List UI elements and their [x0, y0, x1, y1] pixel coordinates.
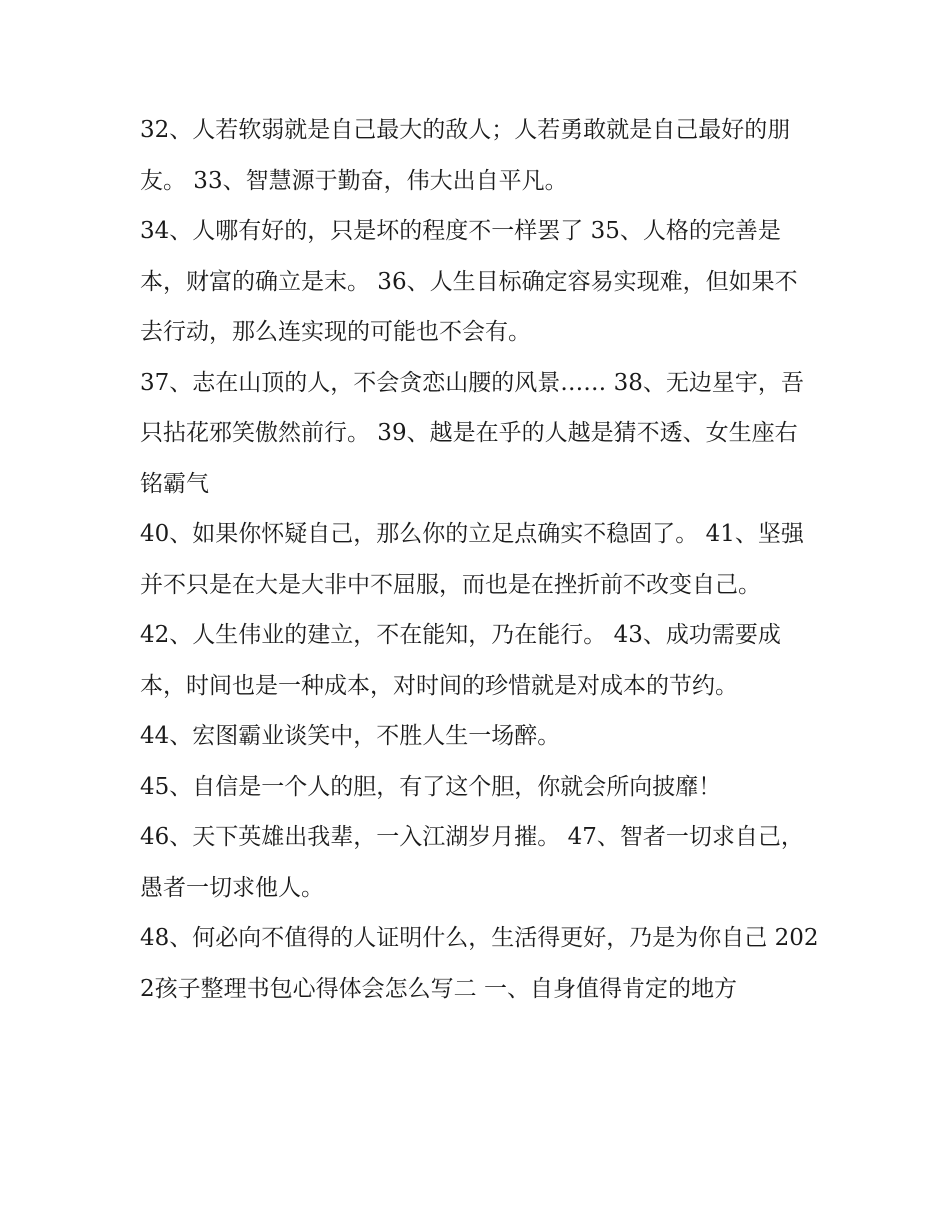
- paragraph-quotes-32-33: 32、人若软弱就是自己最大的敌人；人若勇敢就是自己最好的朋友。 33、智慧源于勤奋，伟大出自平凡。: [140, 117, 791, 194]
- paragraph-quotes-34-36: 34、人哪有好的，只是坏的程度不一样罢了 35、人格的完善是本，财富的确立是末。 36、人生目标确定容易实现难，但如果不去行动，那么连实现的可能也不会有。: [140, 218, 798, 345]
- paragraph-quote-45: 45、自信是一个人的胆，有了这个胆，你就会所向披靡！: [140, 773, 722, 800]
- paragraph-quotes-46-47: 46、天下英雄出我辈，一入江湖岁月摧。 47、智者一切求自己，愚者一切求他人。: [140, 824, 804, 901]
- paragraph-quotes-40-41: 40、如果你怀疑自己，那么你的立足点确实不稳固了。 41、坚强并不只是在大是大非中不屈服，而也是在挫折前不改变自己。: [140, 521, 804, 598]
- document-page: [140, 105, 820, 1014]
- paragraph-quote-44: 44、宏图霸业谈笑中，不胜人生一场醉。: [140, 723, 561, 749]
- paragraph-quotes-37-39: 37、志在山顶的人，不会贪恋山腰的风景…… 38、无边星宇，吾只拈花邪笑傲然前行。 39、越是在乎的人越是猜不透、女生座右铭霸气: [140, 369, 804, 497]
- paragraph-quote-48-and-heading: 48、何必向不值得的人证明什么，生活得更好，乃是为你自己 2022孩子整理书包心得体会怎么写二 一、自身值得肯定的地方: [140, 925, 819, 1002]
- paragraph-quotes-42-43: 42、人生伟业的建立，不在能知，乃在能行。 43、成功需要成本，时间也是一种成本，对时间的珍惜就是对成本的节约。: [140, 622, 781, 699]
